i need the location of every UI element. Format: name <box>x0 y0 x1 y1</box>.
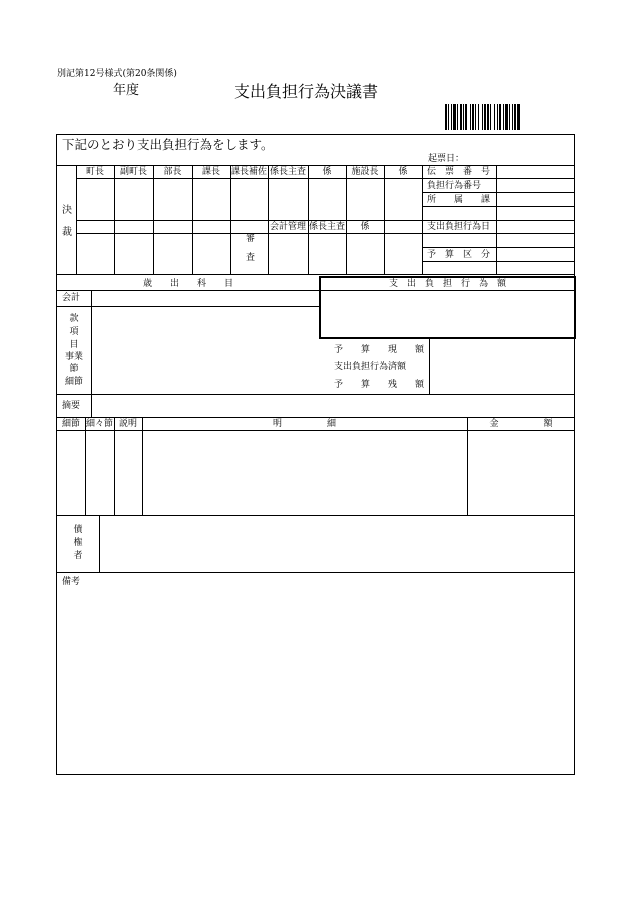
budget-class-field[interactable] <box>497 248 575 261</box>
creditor-field[interactable] <box>100 516 574 572</box>
detail-col-header: 細節 <box>61 419 80 429</box>
approver-label: 係長主査 <box>269 167 306 177</box>
section-label: 所 属 課 <box>427 195 491 205</box>
burden-amount-field[interactable] <box>322 292 574 338</box>
review-label-2: 査 <box>246 253 256 263</box>
approval-side-2: 裁 <box>62 227 72 238</box>
detail-col-header: 金 額 <box>489 419 553 429</box>
detail-col-header: 細々節 <box>85 419 113 429</box>
approval-side-1: 決 <box>62 205 72 216</box>
creditor-label: 権 <box>73 538 83 548</box>
burden-number-label: 負担行為番号 <box>427 181 482 191</box>
detail-col-header: 明 細 <box>272 419 336 429</box>
subitem-label: 款 <box>69 314 79 324</box>
detail-body[interactable] <box>58 431 574 514</box>
amount-header: 支 出 負 担 行 為 額 <box>388 279 506 289</box>
subitem-label: 目 <box>69 340 79 350</box>
budget-class-label: 予 算 区 分 <box>427 250 491 260</box>
kaikei-field[interactable] <box>92 291 318 306</box>
approver-label: 課長 <box>201 167 220 177</box>
remarks-field[interactable] <box>58 590 574 773</box>
form-note: 別記第12号様式(第20条関係) <box>57 69 177 79</box>
draft-date-field[interactable] <box>462 153 572 165</box>
kaikei-label: 会計 <box>62 293 81 303</box>
reviewer-label: 会計管理 <box>269 222 306 232</box>
slip-number-field[interactable] <box>497 166 575 178</box>
section-field[interactable] <box>497 193 575 206</box>
draft-date-label: 起票日： <box>428 154 465 164</box>
review-label-1: 審 <box>246 234 256 244</box>
summary-label: 摘要 <box>62 401 81 411</box>
budget-values-field[interactable] <box>430 340 574 393</box>
burden-date-field[interactable] <box>497 221 575 233</box>
subitem-label: 事業 <box>64 352 83 362</box>
subitem-field[interactable] <box>92 307 318 393</box>
detail-col-header: 説明 <box>118 419 137 429</box>
burden-number-field[interactable] <box>497 179 575 192</box>
subitem-label: 細節 <box>64 377 83 387</box>
intro-text: 下記のとおり支出負担行為をします。 <box>62 137 274 152</box>
approver-label: 部長 <box>163 167 182 177</box>
approver-label: 施設長 <box>351 167 379 177</box>
creditor-label: 者 <box>73 551 83 561</box>
burden-done-label: 支出負担行為済額 <box>334 362 407 372</box>
account-header: 歳 出 科 目 <box>142 279 233 289</box>
remarks-label: 備考 <box>62 577 81 587</box>
budget-current-label: 予 算 現 額 <box>334 345 425 355</box>
subitem-label: 項 <box>69 327 79 337</box>
subitem-label: 節 <box>69 364 79 374</box>
approver-label: 副町長 <box>119 167 147 177</box>
slip-number-label: 伝 票 番 号 <box>427 167 491 177</box>
burden-date-label: 支出負担行為日 <box>427 222 491 232</box>
reviewer-label: 係 <box>360 222 370 232</box>
reviewer-label: 係長主査 <box>308 222 345 232</box>
approver-label: 課長補佐 <box>230 167 267 177</box>
approver-label: 係 <box>322 167 332 177</box>
creditor-label: 債 <box>73 525 83 535</box>
budget-remain-label: 予 算 残 額 <box>334 380 425 390</box>
page-title: 支出負担行為決議書 <box>234 82 379 101</box>
approver-label: 町長 <box>85 167 104 177</box>
summary-field[interactable] <box>92 395 574 417</box>
year-label: 年度 <box>113 83 140 98</box>
approver-label: 係 <box>398 167 408 177</box>
barcode-icon <box>445 104 573 130</box>
